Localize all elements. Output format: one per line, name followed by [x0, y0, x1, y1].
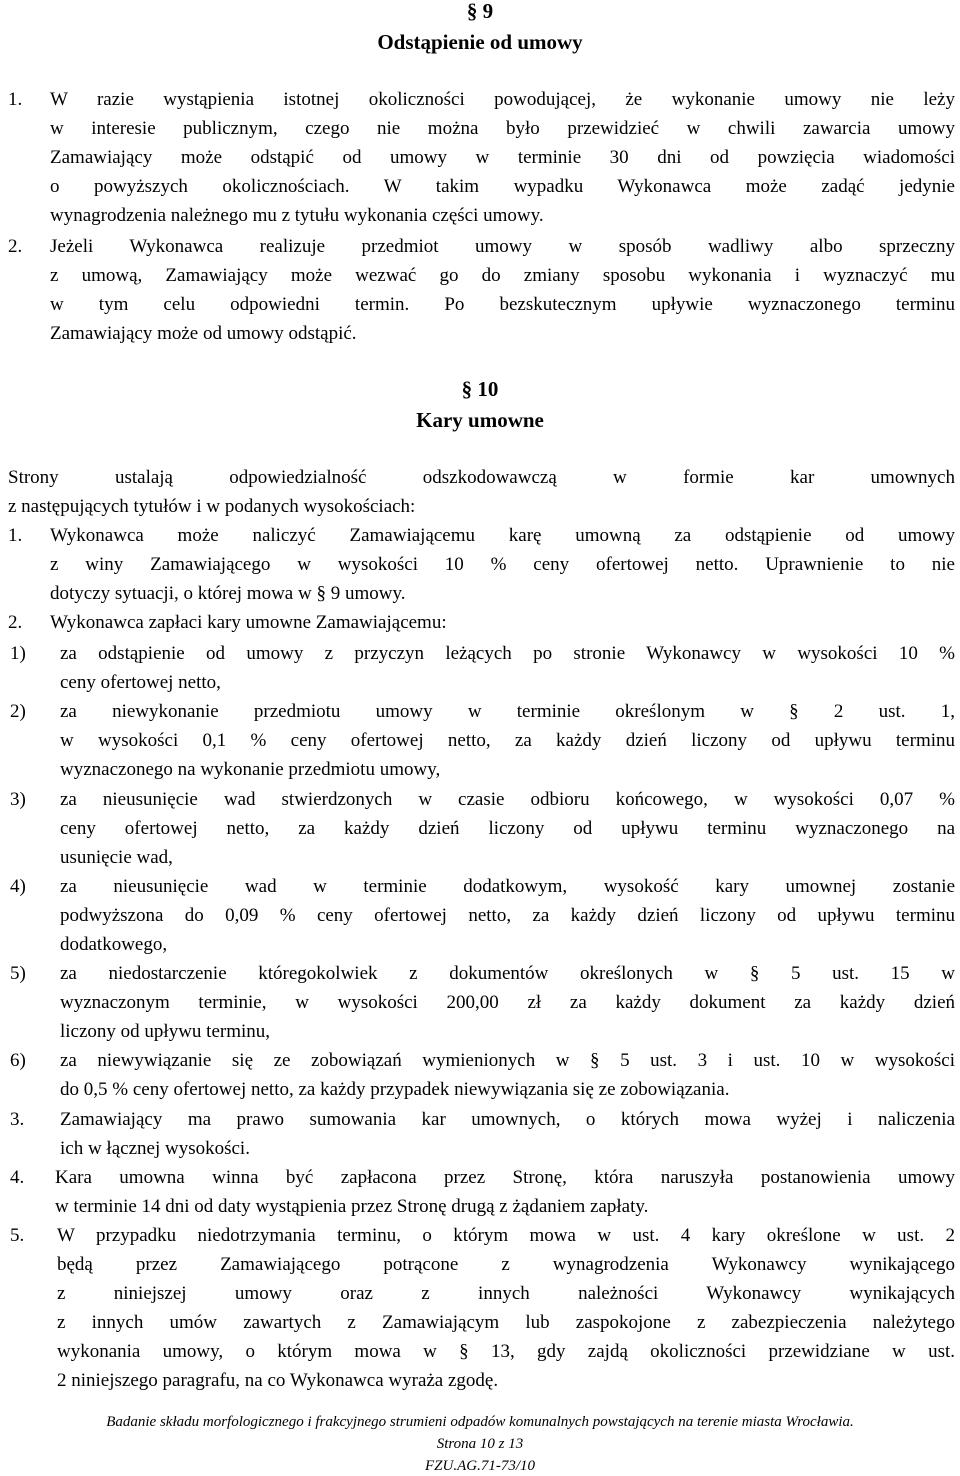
paragraph-line: wyznaczonego na wykonanie przedmiotu umowy,	[60, 759, 441, 780]
section-9-title: Odstąpienie od umowy	[377, 30, 583, 54]
footer-page-number: Strona 10 z 13	[436, 1436, 524, 1452]
paragraph-line: za niewywiązanie się ze zobowiązań wymienionych w § 5 ust. 3 i ust. 10 w wysokości	[60, 1050, 955, 1071]
paragraph-line: za niedostarczenie któregokolwiek z dokumentów określonych w § 5 ust. 15 w	[60, 963, 955, 984]
list-number: 3.	[10, 1109, 25, 1130]
list-number: 1.	[8, 89, 23, 110]
sublist-number: 3)	[10, 789, 26, 810]
paragraph-line: będą przez Zamawiającego potrącone z wynagrodzenia Wykonawcy wynikającego	[57, 1254, 955, 1275]
sublist-number: 5)	[10, 963, 26, 984]
sublist-number: 2)	[10, 701, 26, 722]
paragraph-line: dodatkowego,	[60, 934, 168, 955]
section-9-number: § 9	[466, 0, 494, 23]
paragraph-line: wyznaczonym terminie, w wysokości 200,00 zł za każdy dokument za każdy dzień	[60, 992, 955, 1013]
paragraph-line: dotyczy sytuacji, o której mowa w § 9 umowy.	[50, 583, 406, 604]
section-10-title: Kary umowne	[416, 408, 544, 432]
paragraph-line: za niewykonanie przedmiotu umowy w terminie określonym w § 2 ust. 1,	[60, 701, 955, 722]
paragraph-line: za nieusunięcie wad w terminie dodatkowym, wysokość kary umownej zostanie	[60, 876, 955, 897]
paragraph-line: za odstąpienie od umowy z przyczyn leżących po stronie Wykonawcy w wysokości 10 %	[60, 643, 955, 664]
paragraph-line: Zamawiający może odstąpić od umowy w terminie 30 dni od powzięcia wiadomości	[50, 147, 955, 168]
paragraph-line: o powyższych okolicznościach. W takim wypadku Wykonawca może zadąć jedynie	[50, 176, 955, 197]
list-number: 2.	[8, 236, 23, 257]
footer-reference: FZU.AG.71-73/10	[425, 1458, 535, 1474]
paragraph-line: 2 niniejszego paragrafu, na co Wykonawca wyraża zgodę.	[57, 1370, 499, 1391]
paragraph-line: za nieusunięcie wad stwierdzonych w czasie odbioru końcowego, w wysokości 0,07 %	[60, 789, 955, 810]
list-number: 1.	[8, 525, 23, 546]
paragraph-line: ich w łącznej wysokości.	[60, 1138, 250, 1159]
paragraph-line: W przypadku niedotrzymania terminu, o którym mowa w ust. 4 kary określone w ust. 2	[57, 1225, 955, 1246]
footer-title: Badanie składu morfologicznego i frakcyjnego strumieni odpadów komunalnych powstających na terenie miasta Wrocławia.	[106, 1414, 854, 1430]
paragraph-line: ceny ofertowej netto,	[60, 672, 221, 693]
paragraph-line: liczony od upływu terminu,	[60, 1021, 271, 1042]
paragraph-line: Jeżeli Wykonawca realizuje przedmiot umowy w sposób wadliwy albo sprzeczny	[50, 236, 955, 257]
paragraph-line: w wysokości 0,1 % ceny ofertowej netto, za każdy dzień liczony od upływu terminu	[60, 730, 955, 751]
paragraph-line: do 0,5 % ceny ofertowej netto, za każdy przypadek niewywiązania się ze zobowiązania.	[60, 1079, 730, 1100]
sublist-number: 6)	[10, 1050, 26, 1071]
list-number: 2.	[8, 612, 23, 633]
paragraph-line: Strony ustalają odpowiedzialność odszkodowawczą w formie kar umownych	[8, 467, 955, 488]
paragraph-line: z następujących tytułów i w podanych wysokościach:	[8, 496, 416, 517]
paragraph-line: Wykonawca może naliczyć Zamawiającemu karę umowną za odstąpienie od umowy	[50, 525, 955, 546]
section-10-number: § 10	[461, 377, 499, 401]
paragraph-line: podwyższona do 0,09 % ceny ofertowej netto, za każdy dzień liczony od upływu terminu	[60, 905, 955, 926]
list-number: 4.	[10, 1167, 25, 1188]
paragraph-line: wynagrodzenia należnego mu z tytułu wykonania części umowy.	[50, 205, 544, 226]
paragraph-line: w terminie 14 dni od daty wystąpienia przez Stronę drugą z żądaniem zapłaty.	[55, 1196, 649, 1217]
paragraph-line: wykonania umowy, o którym mowa w § 13, gdy zajdą okoliczności przewidziane w ust.	[57, 1341, 955, 1362]
paragraph-line: Kara umowna winna być zapłacona przez Stronę, która naruszyła postanowienia umowy	[55, 1167, 955, 1188]
paragraph-line: z niniejszej umowy oraz z innych należności Wykonawcy wynikających	[57, 1283, 955, 1304]
paragraph-line: ceny ofertowej netto, za każdy dzień liczony od upływu terminu wyznaczonego na	[60, 818, 955, 839]
sublist-number: 1)	[10, 643, 26, 664]
paragraph-line: usunięcie wad,	[60, 847, 173, 868]
paragraph-line: z umową, Zamawiający może wezwać go do zmiany sposobu wykonania i wyznaczyć mu	[50, 265, 955, 286]
paragraph-line: Zamawiający ma prawo sumowania kar umownych, o których mowa wyżej i naliczenia	[60, 1109, 955, 1130]
sublist-number: 4)	[10, 876, 26, 897]
paragraph-line: w interesie publicznym, czego nie można było przewidzieć w chwili zawarcia umowy	[50, 118, 955, 139]
paragraph-line: Wykonawca zapłaci kary umowne Zamawiającemu:	[50, 612, 447, 633]
paragraph-line: z winy Zamawiającego w wysokości 10 % ceny ofertowej netto. Uprawnienie to nie	[50, 554, 955, 575]
paragraph-line: z innych umów zawartych z Zamawiającym lub zaspokojone z zabezpieczenia należytego	[57, 1312, 955, 1333]
paragraph-line: Zamawiający może od umowy odstąpić.	[50, 323, 357, 344]
paragraph-line: w tym celu odpowiedni termin. Po bezskutecznym upływie wyznaczonego terminu	[50, 294, 955, 315]
list-number: 5.	[10, 1225, 25, 1246]
paragraph-line: W razie wystąpienia istotnej okoliczności powodującej, że wykonanie umowy nie leży	[50, 89, 955, 110]
